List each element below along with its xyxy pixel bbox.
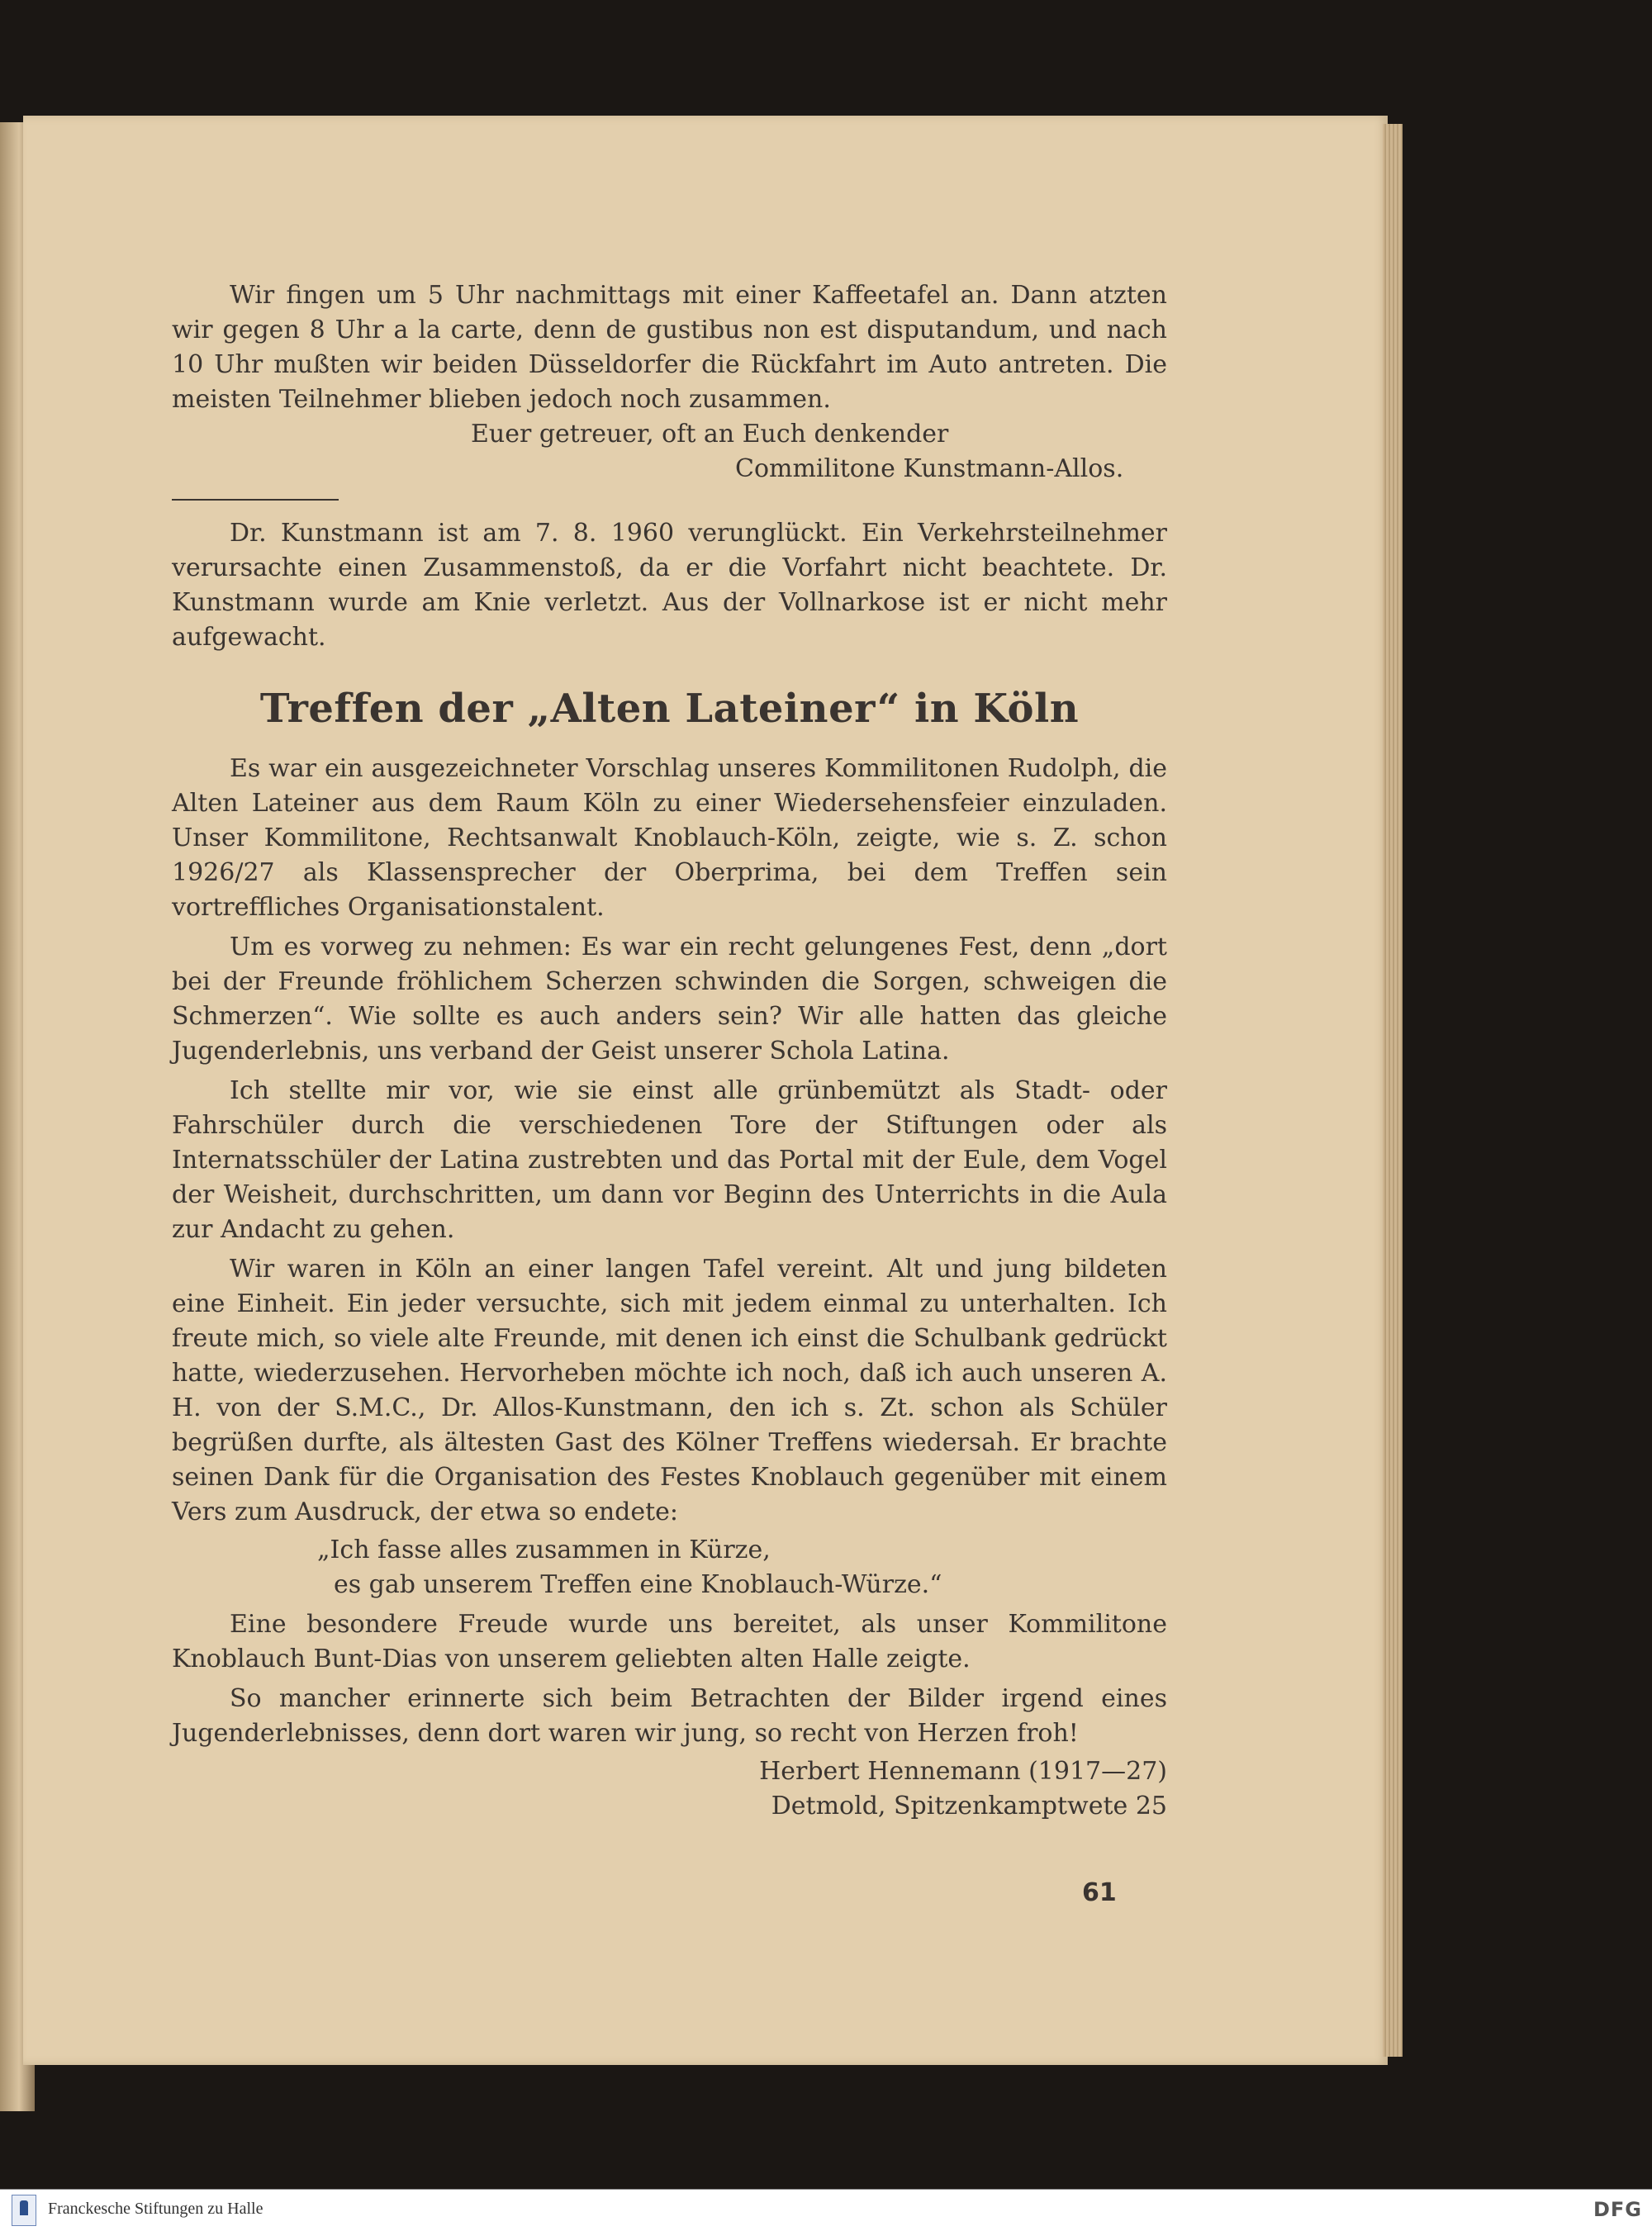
article-paragraph-2: Um es vorweg zu nehmen: Es war ein recht gelungenes Fest, denn „dort bei der Freunde fröhlichem Scherzen schwinden die Sorgen, schweigen die Schmerzen“. Wie sollte es auch anders sein? Wir alle hatten das gleiche Jugenderlebnis, uns verband der Geist unserer Schola Latina. xyxy=(172,933,1167,1066)
letter-paragraph: Wir fingen um 5 Uhr nachmittags mit einer Kaffeetafel an. Dann atzten wir gegen 8 Uhr a la carte, denn de gustibus non est disputandum, und nach 10 Uhr mußten wir beiden Düsseldorfer die Rückfahrt im Auto antreten. Die meisten Teilnehmer blieben jedoch noch zusammen. xyxy=(172,281,1167,414)
footnote-text: Dr. Kunstmann ist am 7. 8. 1960 verunglückt. Ein Verkehrsteilnehmer verursachte einen Zusammenstoß, da er die Vorfahrt nicht beachtete. Dr. Kunstmann wurde am Knie verletzt. Aus der Vollnarkose ist er nicht mehr aufgewacht. xyxy=(172,519,1167,652)
dfg-logo: DFG xyxy=(1593,2198,1642,2221)
viewer-footer xyxy=(0,2189,1652,2231)
article-paragraph-5: Eine besondere Freude wurde uns bereitet, als unser Kommilitone Knoblauch Bunt-Dias von unserem geliebten alten Halle zeigte. xyxy=(172,1610,1167,1673)
institution-name: Franckesche Stiftungen zu Halle xyxy=(48,2200,263,2218)
article-paragraph-4: Wir waren in Köln an einer langen Tafel vereint. Alt und jung bildeten eine Einheit. Ein jeder versuchte, sich mit jedem einmal zu unterhalten. Ich freute mich, so viele alte Freunde, mit denen ich einst die Schulbank gedrückt hatte, wiederzusehen. Hervorheben möchte ich noch, daß ich auch unseren A. H. von der S.M.C., Dr. Allos-Kunstmann, den ich s. Zt. schon als Schüler begrüßen durfte, als ältesten Gast des Kölner Treffens wiedersah. Er brachte seinen Dank für die Organisation des Festes Knoblauch gegenüber mit einem Vers zum Ausdruck, der etwa so endete: xyxy=(172,1255,1167,1526)
institution-logo-icon xyxy=(12,2195,36,2226)
article-body xyxy=(172,752,1167,1824)
page-stack-edge xyxy=(1383,124,1403,2057)
verse-line-1: „Ich fasse alles zusammen in Kürze, xyxy=(317,1536,771,1564)
article-paragraph-1: Es war ein ausgezeichneter Vorschlag unseres Kommilitonen Rudolph, die Alten Lateiner aus dem Raum Köln zu einer Wiedersehensfeier einzuladen. Unser Kommilitone, Rechtsanwalt Knoblauch-Köln, zeigte, wie s. Z. schon 1926/27 als Klassensprecher der Oberprima, bei dem Treffen sein vortreffliches Organisationstalent. xyxy=(172,754,1167,922)
author-name: Herbert Hennemann (1917—27) xyxy=(759,1757,1167,1786)
article-paragraph-3: Ich stellte mir vor, wie sie einst alle grünbemützt als Stadt- oder Fahrschüler durch die verschiedenen Tore der Stiftungen oder als Internatsschüler der Latina zustrebten und das Portal mit der Eule, dem Vogel der Weisheit, durchschritten, um dann vor Beginn des Unterrichts in die Aula zur Andacht zu gehen. xyxy=(172,1076,1167,1244)
article-title: Treffen der „Alten Lateiner“ in Köln xyxy=(259,686,1080,732)
article-paragraph-6: So mancher erinnerte sich beim Betrachten der Bilder irgend eines Jugenderlebnisses, denn dort waren wir jung, so recht von Herzen froh! xyxy=(172,1684,1167,1748)
footnote-block xyxy=(172,516,1167,655)
page-number: 61 xyxy=(1082,1878,1117,1907)
footnote-divider xyxy=(172,499,339,501)
letter-closing: Euer getreuer, oft an Euch denkender xyxy=(471,420,949,449)
author-address: Detmold, Spitzenkamptwete 25 xyxy=(771,1792,1167,1820)
verse-line-2: es gab unserem Treffen eine Knoblauch-Würze.“ xyxy=(334,1570,942,1599)
letter-signature: Commilitone Kunstmann-Allos. xyxy=(735,454,1124,483)
letter-block xyxy=(172,278,1167,487)
